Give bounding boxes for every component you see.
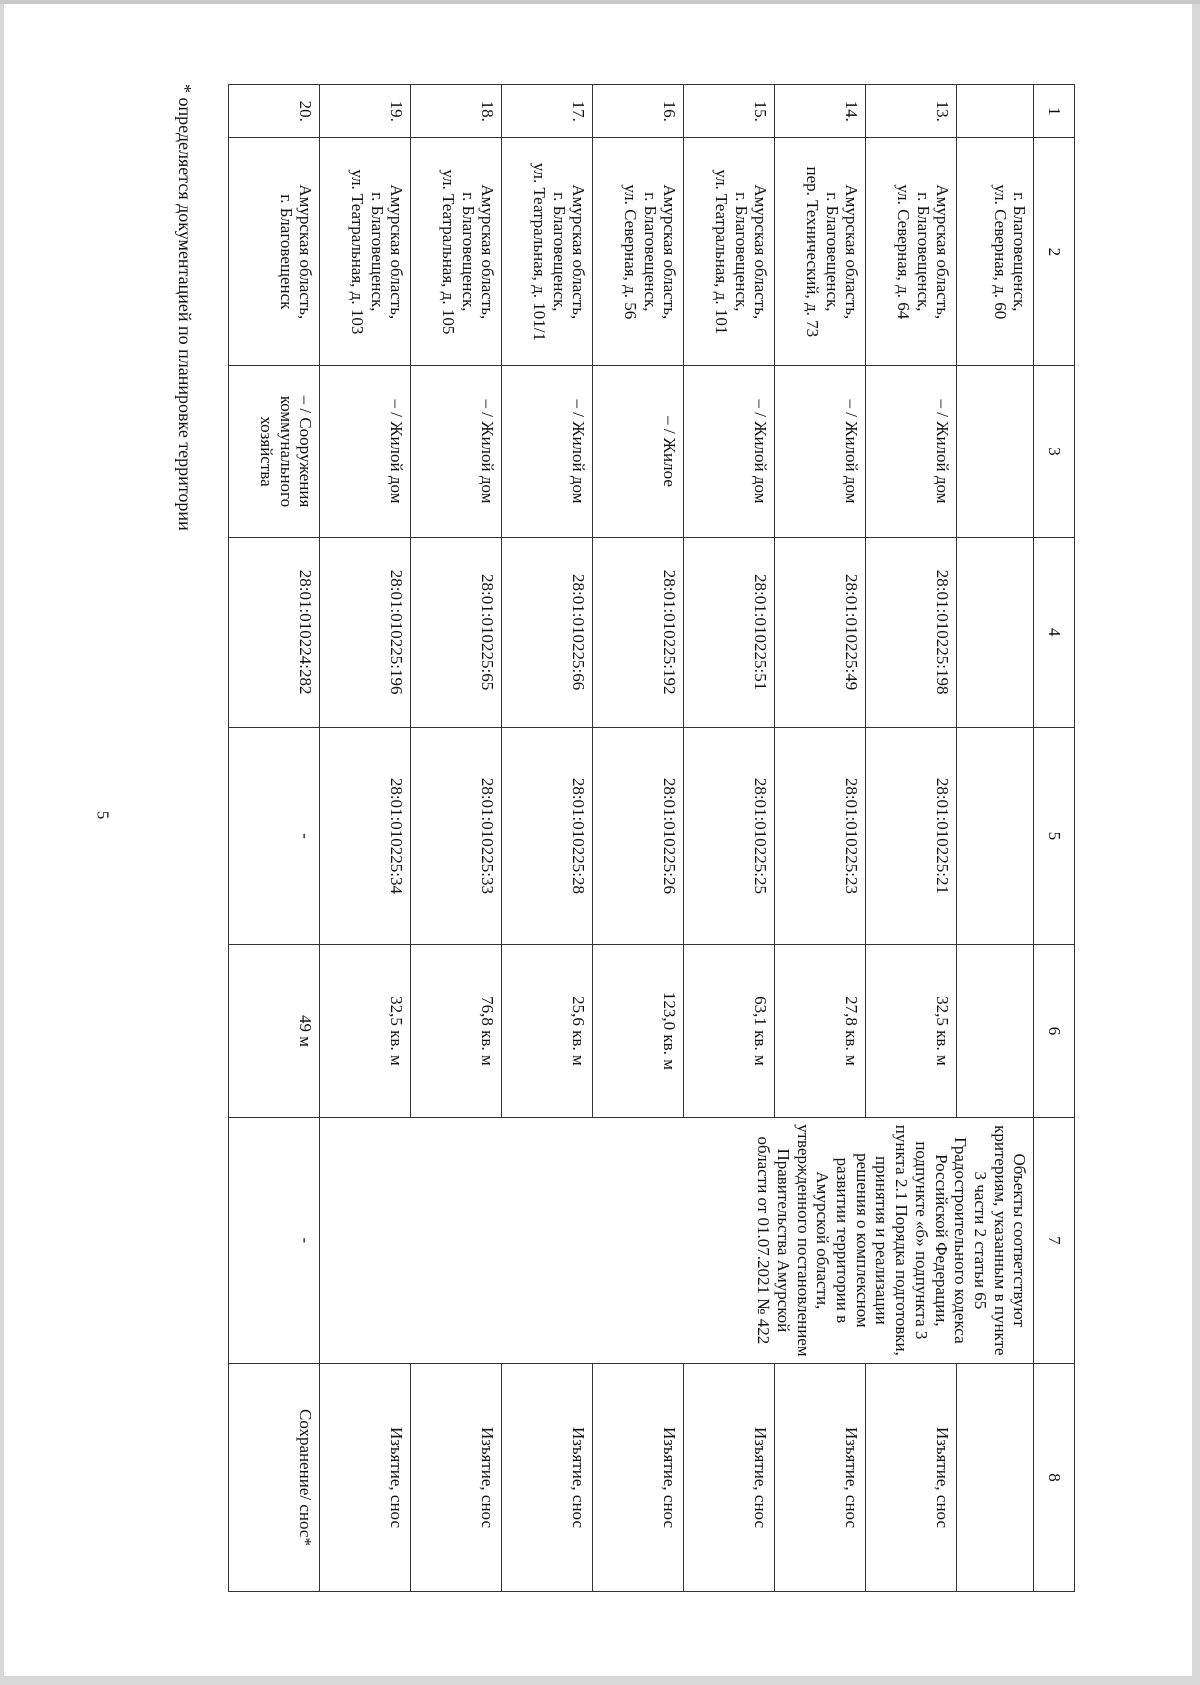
header-cell-4: 4 xyxy=(1034,537,1075,727)
type-cell: – / Жилой дом xyxy=(320,366,411,537)
cadastral-cell: 28:01:010225:25 xyxy=(684,727,775,945)
cadastral-cell: 28:01:010225:28 xyxy=(502,727,593,945)
header-cell-7: 7 xyxy=(1034,1117,1075,1363)
type-cell: – / Жилое xyxy=(593,366,684,537)
table-row xyxy=(411,85,502,1592)
parcel-cell: 28:01:010225:192 xyxy=(593,537,684,727)
rotated-content xyxy=(155,84,1075,1596)
row-number: 16. xyxy=(593,85,684,138)
cadastral-cell: 28:01:010225:34 xyxy=(320,727,411,945)
table-row xyxy=(684,85,775,1592)
cadastral-cell: 28:01:010225:33 xyxy=(411,727,502,945)
row-number: 14. xyxy=(775,85,866,138)
type-cell: – / Жилой дом xyxy=(684,366,775,537)
area-cell: 49 м xyxy=(229,945,320,1117)
action-cell: Изъятие, снос xyxy=(684,1364,775,1592)
page-number: 5 xyxy=(93,810,113,820)
header-row xyxy=(1034,85,1075,1592)
action-cell: Изъятие, снос xyxy=(320,1364,411,1592)
parcel-cell: 28:01:010224:282 xyxy=(229,537,320,727)
parcel-cell: 28:01:010225:65 xyxy=(411,537,502,727)
row-number xyxy=(957,85,1034,138)
criteria-cell-row20: - xyxy=(229,1117,320,1363)
header-cell-1: 1 xyxy=(1034,85,1075,138)
address-cell: Амурская область, г. Благовещенск, ул. Театральная, д. 101 xyxy=(684,138,775,366)
header-cell-6: 6 xyxy=(1034,945,1075,1117)
address-cell: Амурская область, г. Благовещенск, пер. Технический, д. 73 xyxy=(775,138,866,366)
row-number: 15. xyxy=(684,85,775,138)
row-number: 20. xyxy=(229,85,320,138)
row-number: 19. xyxy=(320,85,411,138)
type-cell: – / Жилой дом xyxy=(775,366,866,537)
action-cell: Сохранение/ снос* xyxy=(229,1364,320,1592)
cadastral-cell: 28:01:010225:21 xyxy=(866,727,957,945)
header-cell-3: 3 xyxy=(1034,366,1075,537)
parcel-cell: 28:01:010225:198 xyxy=(866,537,957,727)
parcel-cell: 28:01:010225:66 xyxy=(502,537,593,727)
address-cell: Амурская область, г. Благовещенск, ул. Театральная, д. 101/1 xyxy=(502,138,593,366)
document-page xyxy=(4,4,1192,1676)
parcel-cell xyxy=(957,537,1034,727)
area-cell: 32,5 кв. м xyxy=(866,945,957,1117)
criteria-cell: Объекты соответствуют критериям, указанным в пункте 3 части 2 статьи 65 Градостроительного кодекса Российской Федерации, подпункте «б» подпункта 3 пункта 2.1 Порядка подготовки, принятия и реализации решения о комплексном развитии территории в Амурской области, утвержденного постановлением Правительства Амурской области от 01.07.2021 № 422 xyxy=(320,1117,1034,1363)
type-cell: – / Жилой дом xyxy=(502,366,593,537)
type-cell: – / Жилой дом xyxy=(866,366,957,537)
type-cell xyxy=(957,366,1034,537)
table-row-continuation xyxy=(957,85,1034,1592)
table-row xyxy=(502,85,593,1592)
row-number: 18. xyxy=(411,85,502,138)
action-cell: Изъятие, снос xyxy=(866,1364,957,1592)
parcel-cell: 28:01:010225:196 xyxy=(320,537,411,727)
area-cell: 27,8 кв. м xyxy=(775,945,866,1117)
type-cell: – / Сооружения коммунального хозяйства xyxy=(229,366,320,537)
table-row xyxy=(320,85,411,1592)
address-cell: г. Благовещенск, ул. Северная, д. 60 xyxy=(957,138,1034,366)
objects-table xyxy=(228,84,1075,1592)
cadastral-cell: 28:01:010225:23 xyxy=(775,727,866,945)
header-cell-2: 2 xyxy=(1034,138,1075,366)
parcel-cell: 28:01:010225:51 xyxy=(684,537,775,727)
action-cell: Изъятие, снос xyxy=(593,1364,684,1592)
action-cell: Изъятие, снос xyxy=(775,1364,866,1592)
address-cell: Амурская область, г. Благовещенск, ул. Театральная, д. 103 xyxy=(320,138,411,366)
table-row xyxy=(866,85,957,1592)
address-cell: Амурская область, г. Благовещенск, ул. Северная, д. 64 xyxy=(866,138,957,366)
area-cell: 25,6 кв. м xyxy=(502,945,593,1117)
cadastral-cell: - xyxy=(229,727,320,945)
row-number: 17. xyxy=(502,85,593,138)
cadastral-cell: 28:01:010225:26 xyxy=(593,727,684,945)
header-cell-5: 5 xyxy=(1034,727,1075,945)
row-number: 13. xyxy=(866,85,957,138)
action-cell xyxy=(957,1364,1034,1592)
table-row xyxy=(775,85,866,1592)
area-cell: 76,8 кв. м xyxy=(411,945,502,1117)
parcel-cell: 28:01:010225:49 xyxy=(775,537,866,727)
header-cell-8: 8 xyxy=(1034,1364,1075,1592)
action-cell: Изъятие, снос xyxy=(411,1364,502,1592)
area-cell: 32,5 кв. м xyxy=(320,945,411,1117)
footnote: * определяется документацией по планировке территории xyxy=(175,84,195,531)
address-cell: Амурская область, г. Благовещенск, ул. Театральная, д. 105 xyxy=(411,138,502,366)
address-cell: Амурская область, г. Благовещенск xyxy=(229,138,320,366)
table-row xyxy=(229,85,320,1592)
area-cell: 63,1 кв. м xyxy=(684,945,775,1117)
address-cell: Амурская область, г. Благовещенск, ул. Северная, д. 56 xyxy=(593,138,684,366)
type-cell: – / Жилой дом xyxy=(411,366,502,537)
cadastral-cell xyxy=(957,727,1034,945)
table-row xyxy=(593,85,684,1592)
action-cell: Изъятие, снос xyxy=(502,1364,593,1592)
area-cell xyxy=(957,945,1034,1117)
area-cell: 123,0 кв. м xyxy=(593,945,684,1117)
